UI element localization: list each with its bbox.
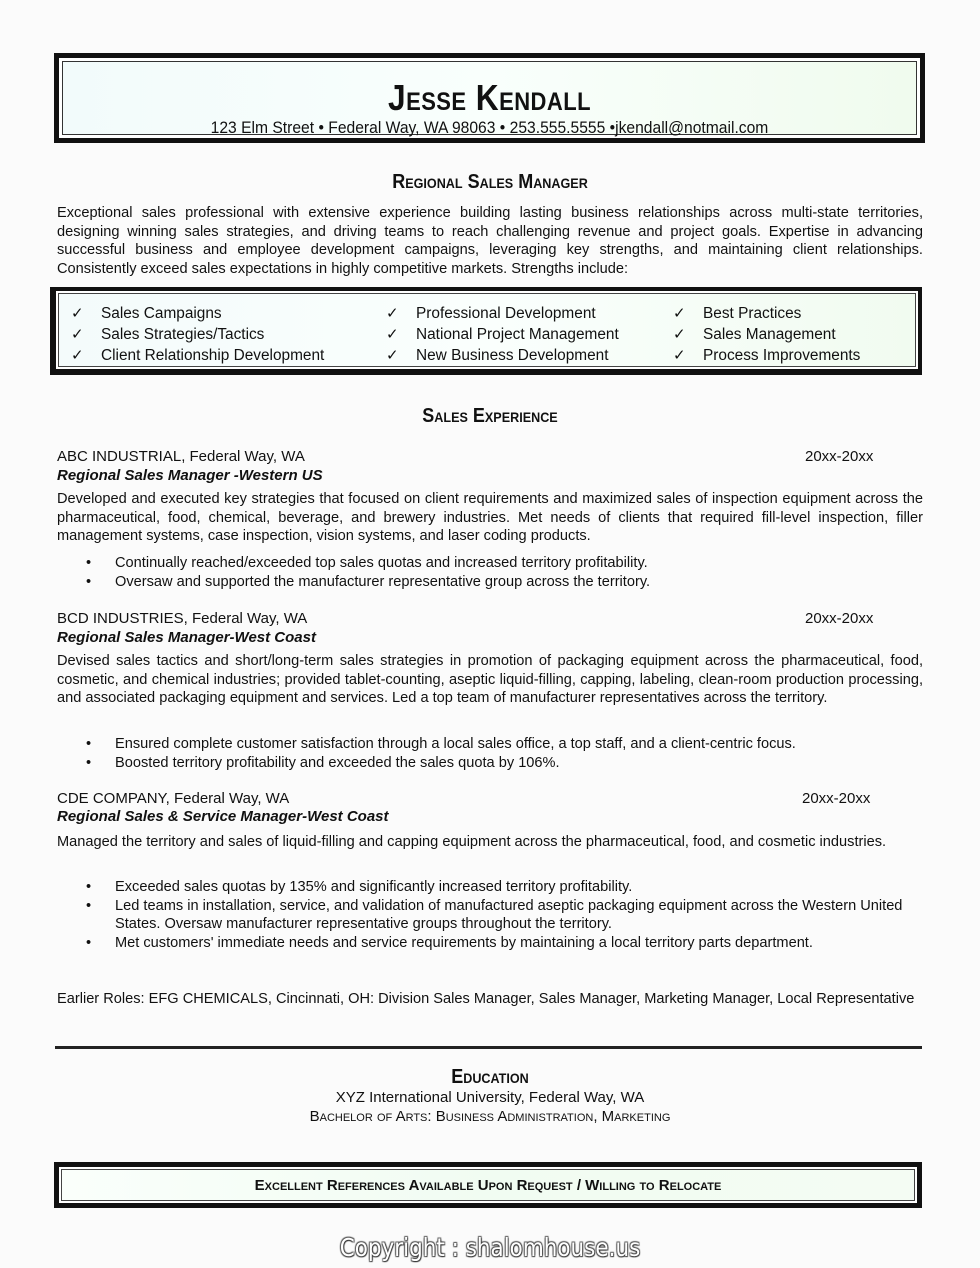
job-description: Devised sales tactics and short/long-term sales strategies in promotion of packaging equipment across the pharmaceutical, food, cosmetic, and chemical industries; provided tablet-counting, aseptic liquid-filling, capping, labeling, clean-room production processing, and associated packaging equipment and services. Led a top team of manufacturer representatives across the territory. xyxy=(57,653,923,707)
job-bullet: • Exceeded sales quotas by 135% and significantly increased territory profitability. xyxy=(57,878,923,897)
skill-item: ✓ Professional Development xyxy=(386,305,596,322)
footer-box xyxy=(54,1162,922,1208)
job-company: ABC INDUSTRIAL, Federal Way, WA xyxy=(57,448,305,465)
candidate-name: Jesse Kendall xyxy=(388,77,591,118)
job-role: Regional Sales Manager -Western US xyxy=(57,467,323,484)
job-bullet: • Led teams in installation, service, and validation of manufactured aseptic packaging equipment across the Western United States. Oversaw manufacturer representative groups throughout the territory. xyxy=(57,897,923,934)
skill-item: ✓ Best Practices xyxy=(673,305,802,322)
job-description: Managed the territory and sales of liquid-filling and capping equipment across the pharmaceutical, food, and cosmetic industries. xyxy=(57,834,887,850)
education-school: XYZ International University, Federal Way, WA xyxy=(335,1089,645,1106)
job-bullet: • Boosted territory profitability and exceeded the sales quota by 106%. xyxy=(57,754,923,773)
contact-line: 123 Elm Street • Federal Way, WA 98063 • 253.555.5555 •jkendall@notmail.com xyxy=(210,118,769,137)
check-icon: ✓ xyxy=(673,347,686,364)
job-bullets xyxy=(57,735,923,772)
skills-box xyxy=(50,287,922,375)
section-divider xyxy=(55,1046,922,1049)
skill-item: ✓ Client Relationship Development xyxy=(71,347,325,364)
check-icon: ✓ xyxy=(71,347,84,364)
summary-paragraph: Exceptional sales professional with extensive experience building lasting business relationships across multi-state territories, designing winning sales strategies, and driving teams to reach challenging revenue and project goals. Expertise in advancing successful business and employee development campaigns, leveraging key strengths, and maintaining client relationships. Consistently exceed sales expectations in highly competitive markets. Strengths include: xyxy=(57,205,923,277)
job-bullets xyxy=(57,878,923,952)
copyright-watermark: Copyright : shalomhouse.us xyxy=(339,1233,641,1262)
job-dates: 20xx-20xx xyxy=(802,790,871,807)
education-title: Education xyxy=(451,1066,529,1088)
job-bullet: • Continually reached/exceeded top sales quotas and increased territory profitability. xyxy=(57,554,923,573)
job-description: Developed and executed key strategies that focused on client requirements and maximized sales of inspection equipment across the pharmaceutical, food, chemical, beverage, and brewery industries. Met needs of clients that required fill-level inspection, filler management systems, case inspection, vision systems, and laser coding products. xyxy=(57,491,923,545)
skill-item: ✓ Process Improvements xyxy=(673,347,861,364)
job-bullet: • Met customers' immediate needs and service requirements by maintaining a local territory parts department. xyxy=(57,934,923,953)
job-dates: 20xx-20xx xyxy=(805,448,874,465)
job-bullets xyxy=(57,554,923,591)
check-icon: ✓ xyxy=(71,305,84,322)
check-icon: ✓ xyxy=(386,305,399,322)
check-icon: ✓ xyxy=(673,326,686,343)
earlier-roles: Earlier Roles: EFG CHEMICALS, Cincinnati, OH: Division Sales Manager, Sales Manager, Marketing Manager, Local Representative xyxy=(57,991,915,1007)
job-dates: 20xx-20xx xyxy=(805,610,874,627)
skill-item: ✓ National Project Management xyxy=(386,326,619,343)
check-icon: ✓ xyxy=(386,347,399,364)
skill-item: ✓ Sales Management xyxy=(673,326,836,343)
header-box xyxy=(54,53,925,143)
check-icon: ✓ xyxy=(386,326,399,343)
skills-inner-frame xyxy=(58,293,916,367)
skill-item: ✓ Sales Campaigns xyxy=(71,305,222,322)
experience-title: Sales Experience xyxy=(422,405,558,427)
objective-title: Regional Sales Manager xyxy=(392,171,588,193)
footer-inner-frame xyxy=(61,1169,915,1201)
job-role: Regional Sales Manager-West Coast xyxy=(57,629,316,646)
check-icon: ✓ xyxy=(673,305,686,322)
job-bullet: • Oversaw and supported the manufacturer representative group across the territory. xyxy=(57,573,923,592)
header-inner-frame xyxy=(62,61,917,135)
footer-note: Excellent References Available Upon Request / Willing to Relocate xyxy=(254,1177,722,1194)
job-company: CDE COMPANY, Federal Way, WA xyxy=(57,790,290,807)
job-bullet: • Ensured complete customer satisfaction through a local sales office, a top staff, and a client-centric focus. xyxy=(57,735,923,754)
skill-item: ✓ New Business Development xyxy=(386,347,609,364)
job-role: Regional Sales & Service Manager-West Coast xyxy=(57,808,389,825)
check-icon: ✓ xyxy=(71,326,84,343)
job-company: BCD INDUSTRIES, Federal Way, WA xyxy=(57,610,308,627)
education-degree: Bachelor of Arts: Business Administration, Marketing xyxy=(309,1108,671,1125)
skill-item: ✓ Sales Strategies/Tactics xyxy=(71,326,265,343)
